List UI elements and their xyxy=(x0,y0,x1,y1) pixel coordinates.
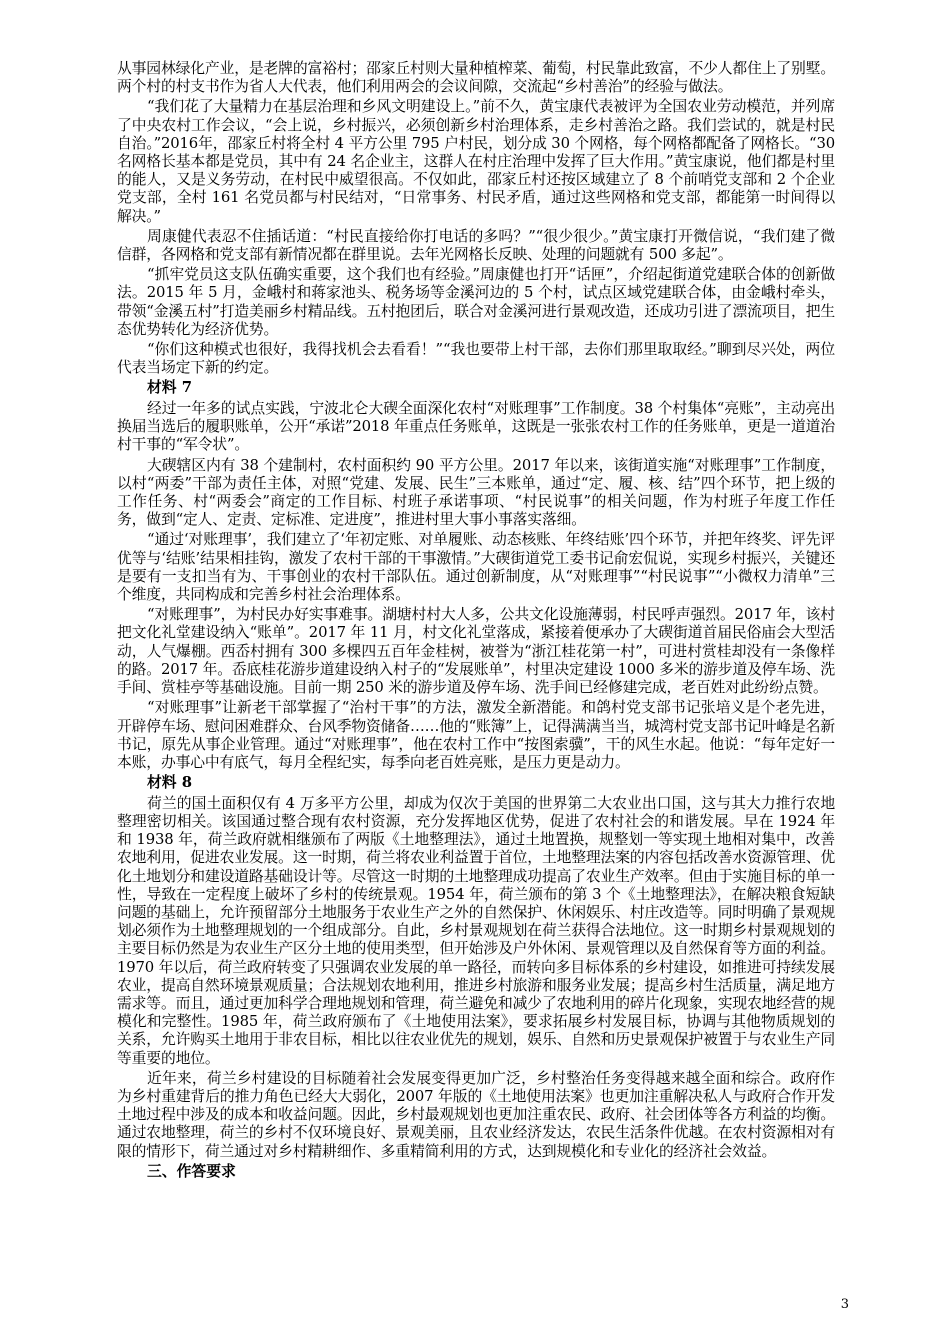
paragraph: 大碶辖区内有 38 个建制村，农村面积约 90 平方公里。2017 年以来，该街道实施“对账理事”工作制度，以村“两委”干部为责任主体，对照“党建、发展、民生”三本账单，通过“定、履、核、结”四个环节，把上级的工作任务、村“两委会”商定的工作目标、村班子承诺事项、“村民说事”的相关问题，作为村班子年度工作任务，做到“定人、定责、定标准、定进度”，推进村里大事小事落实落细。 xyxy=(117,456,835,529)
paragraph: “对账理事”让新老干部掌握了“治村干事”的方法，激发全新潜能。和鸽村党支部书记张培义是个老先进，开辟停车场、慰问困难群众、台风季物资储备……他的“账簿”上，记得满满当当，城湾村党支部书记叶峰是名新书记，原先从事企业管理。通过“对账理事”，他在农村工作中“按图索骥”，干的风生水起。他说：“每年定好一本账，办事心中有底气，每月全程纪实，每季向老百姓亮账，是压力更是动力。 xyxy=(117,699,835,771)
paragraph: “对账理事”，为村民办好实事难事。湖塘村村大人多，公共文化设施薄弱，村民呼声强烈。2017 年，该村把文化礼堂建设纳入“账单”。2017 年 11 月，村文化礼堂落成，紧接着便承办了大碶街道首届民俗庙会大型活动，人气爆棚。西岙村拥有 300 多棵四五百年金桂树，被誉为“浙江桂花第一村”，可进村赏桂却没有一条像样的路。2017 年。岙底桂花游步道建设纳入村子的“发展账单”，村里决定建设 1000 多米的游步道及停车场、洗手间、赏桂亭等基础设施。目前一期 250 米的游步道及停车场、洗手间已经修建完成，老百姓对此纷纷点赞。 xyxy=(117,606,835,697)
paragraph: “抓牢党员这支队伍确实重要，这个我们也有经验。”周康健也打开“话匣”，介绍起街道党建联合体的创新做法。2015 年 5 月，金峨村和蒋家池头、税务场等金溪河边的 5 个村，试点区域党建联合体，由金峨村牵头，带领“金溪五村”打造美丽乡村精品线。五村抱团后，联合对金溪河进行景观改造，还成功引进了漂流项目，把生态优势转化为经济优势。 xyxy=(117,266,835,338)
paragraph: 荷兰的国土面积仅有 4 万多平方公里，却成为仅次于美国的世界第二大农业出口国，这与其大力推行农地整理密切相关。该国通过整合现有农村资源，充分发挥地区优势，促进了农村社会的和谐发展。早在 1924 年和 1938 年，荷兰政府就相继颁布了两版《土地整理法》，通过土地置换，规整划一等实现土地相对集中，改善农地利用，促进农业发展。这一时期，荷兰将农业利益置于首位，土地整理法案的内容包括改善水资源管理、优化土地划分和建设道路基础设计等。尽管这一时期的土地整理成功提高了农业生产效率。但由于实施目标的单一性，导致在一定程度上破坏了乡村的传统景观。1954 年，荷兰颁布的第 3 个《土地整理法》，在解决粮食短缺问题的基础上，允许预留部分土地服务于农业生产之外的自然保护、休闲娱乐、村庄改造等。同时明确了景观规划必须作为土地整理规划的一个组成部分。自此，乡村景观规划在荷兰获得合法地位。这一时期乡村景观规划的主要目标仍然是为农业生产区分土地的使用类型，但开始涉及户外休闲、景观管理以及自然保育等方面的利益。1970 年以后，荷兰政府转变了只强调农业发展的单一路径，而转向多目标体系的乡村建设，如推进可持续发展农业，提高自然环境景观质量；合法规划农地利用，推进乡村旅游和服务业发展；提高乡村生活质量，满足地方需求等。而且，通过更加科学合理地规划和管理，荷兰避免和减少了农地利用的碎片化现象，实现农地经营的规模化和完整性。1985 年，荷兰政府颁布了《土地使用法案》，要求拓展乡村发展目标，协调与其他物质规划的关系，允许购买土地用于非农目标，相比以往农业优先的规划，娱乐、自然和历史景观保护被置于与农业生产同等重要的地位。 xyxy=(117,794,835,1067)
section-heading-requirements: 三、作答要求 xyxy=(147,1162,236,1180)
paragraph: 经过一年多的试点实践，宁波北仑大碶全面深化农村“对账理事”工作制度。38 个村集体“亮账”，主动亮出换届当选后的履职账单，公开“承诺”2018 年重点任务账单，这既是一张张农村工作的任务账单，更是一道道治村干事的“军令状”。 xyxy=(117,400,835,454)
section-heading-material-7: 材料 7 xyxy=(147,379,193,397)
paragraph: “我们花了大量精力在基层治理和乡风文明建设上。”前不久，黄宝康代表被评为全国农业劳动模范，并列席了中央农村工作会议，“会上说，乡村振兴，必须创新乡村治理体系，走乡村善治之路。我们尝试的，就是村民自治。”2016年，邵家丘村将全村 4 平方公里 795 户村民，划分成 30 个网格，每个网格都配备了网格长。“30 名网格长基本都是党员，其中有 24 名企业主，这群人在村庄治理中发挥了巨大作用。”黄宝康说，他们都是村里的能人，又是义务劳动，在村民中威望很高。不仅如此，邵家丘村还按区域建立了 8 个前哨党支部和 2 个企业党支部，全村 161 名党员都与村民结对，“日常事务、村民矛盾，通过这些网格和党支部，都能第一时间得以解决。” xyxy=(117,98,835,225)
paragraph: 周康健代表忍不住插话道：“村民直接给你打电话的多吗？”“很少很少。”黄宝康打开微信说，“我们建了微信群，各网格和党支部有新情况都在群里说。去年光网格长反映、处理的问题就有 500 多起”。 xyxy=(117,227,835,264)
paragraph-continued: 从事园林绿化产业，是老牌的富裕村；邵家丘村则大量种植榨菜、葡萄，村民靠此致富，不少人都住上了别墅。两个村的村支书作为省人大代表，他们利用两会的会议间隙，交流起“乡村善治”的经验与做法。 xyxy=(117,60,835,96)
document-body xyxy=(117,60,835,1183)
page-number: 3 xyxy=(840,1297,849,1312)
section-heading-material-8: 材料 8 xyxy=(147,774,193,792)
paragraph: 近年来，荷兰乡村建设的目标随着社会发展变得更加广泛，乡村整治任务变得越来越全面和综合。政府作为乡村重建背后的推力角色已经大大弱化，2007 年版的《土地使用法案》也更加注重解决私人与政府合作开发土地过程中涉及的成本和收益问题。因此，乡村最观规划也更加注重农民、政府、社会团体等各方利益的均衡。通过农地整理，荷兰的乡村不仅环境良好、景观美丽，且农业经济发达，农民生活条件优越。在农村资源相对有限的情形下，荷兰通过对乡村精耕细作、多重精简利用的方式，达到规模化和专业化的经济社会效益。 xyxy=(117,1069,835,1160)
paragraph: “通过‘对账理事’，我们建立了‘年初定账、对单履账、动态核账、年终结账’四个环节，并把年终奖、评先评优等与‘结账’结果相挂钩，激发了农村干部的干事激情。”大碶街道党工委书记俞宏侃说，实现乡村振兴，关键还是要有一支扣当有为、干事创业的农村干部队伍。通过创新制度，从“对账理事”“村民说事”“小微权力清单”三个维度，共同构成和完善乡村社会治理体系。 xyxy=(117,531,835,604)
paragraph: “你们这种模式也很好，我得找机会去看看！”“我也要带上村干部，去你们那里取取经。”聊到尽兴处，两位代表当场定下新的约定。 xyxy=(117,341,835,377)
